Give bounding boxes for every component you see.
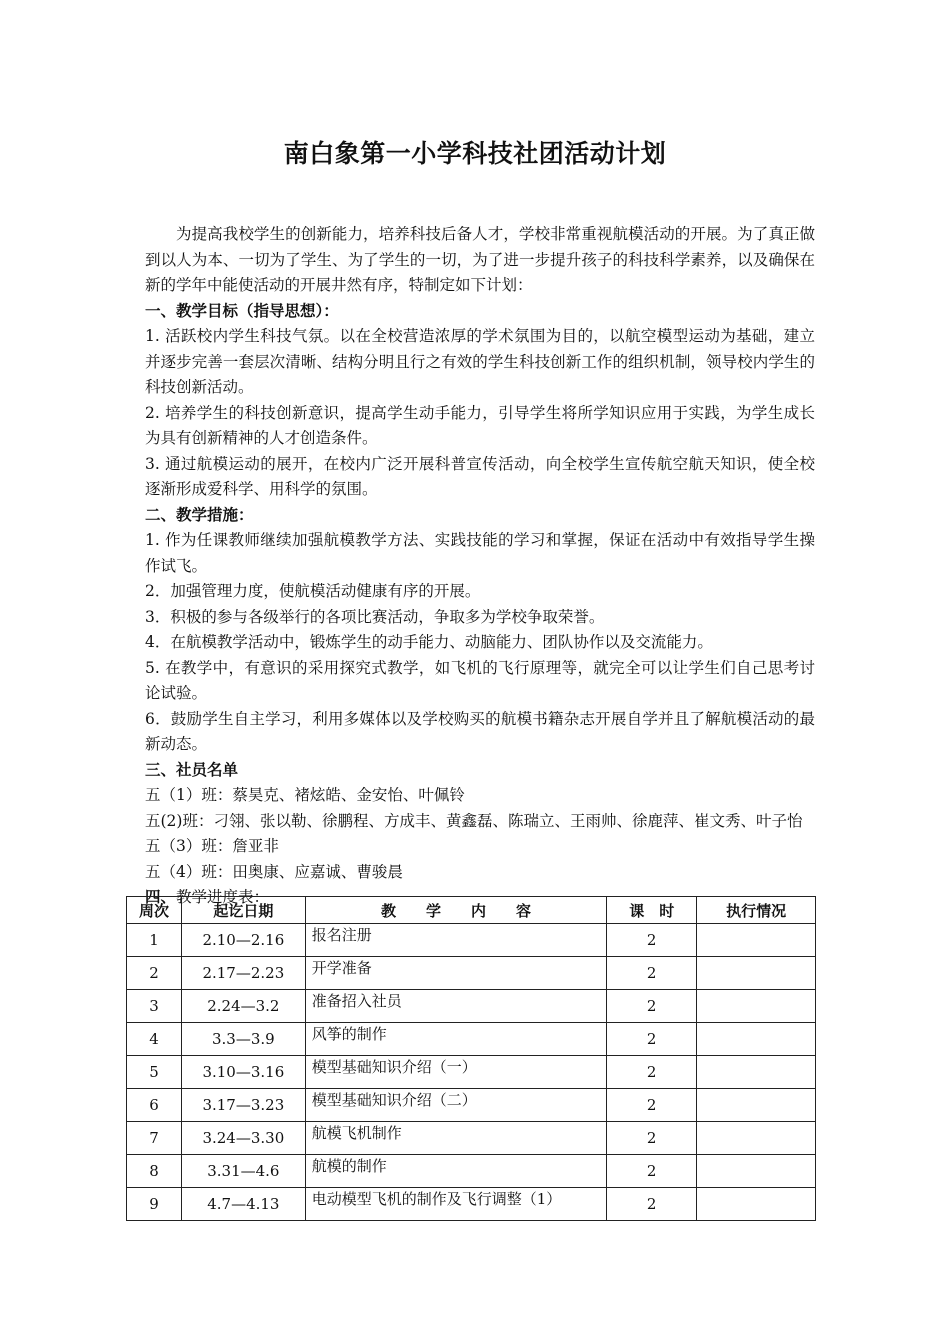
cell-status [697,1023,816,1056]
table-row [127,1056,816,1089]
cell-status [697,990,816,1023]
table-row [127,1188,816,1221]
cell-hours: 2 [607,1188,697,1221]
section1-item: 1. 活跃校内学生科技气氛。以在全校营造浓厚的学术氛围为目的，以航空模型运动为基础，建立并逐步完善一套层次清晰、结构分明且行之有效的学生科技创新工作的组织机制，领导校内学生的科技创新活动。 [145,327,815,396]
cell-week: 5 [127,1056,182,1089]
cell-status [697,1122,816,1155]
cell-week: 7 [127,1122,182,1155]
cell-content: 风筝的制作 [305,1023,606,1056]
section2-heading: 二、教学措施： [145,505,254,524]
header-dates: 起讫日期 [181,897,305,924]
section1-item: 2. 培养学生的科技创新意识，提高学生动手能力，引导学生将所学知识应用于实践，为学生成长为具有创新精神的人才创造条件。 [145,403,815,447]
cell-content: 报名注册 [305,924,606,957]
cell-hours: 2 [607,1089,697,1122]
cell-week: 9 [127,1188,182,1221]
member-list-item: 五(2)班：刁翎、张以勒、徐鹏程、方成丰、黄鑫磊、陈瑞立、王雨帅、徐鹿萍、崔文秀、叶子怡 [145,811,803,830]
section3-heading: 三、社员名单 [145,760,239,779]
cell-week: 4 [127,1023,182,1056]
cell-hours: 2 [607,957,697,990]
section1-item: 3. 通过航模运动的展开，在校内广泛开展科普宣传活动，向全校学生宣传航空航天知识，使全校逐渐形成爱科学、用科学的氛围。 [145,454,815,498]
cell-status [697,1155,816,1188]
cell-week: 2 [127,957,182,990]
cell-content: 电动模型飞机的制作及飞行调整（1） [305,1188,606,1221]
cell-hours: 2 [607,1056,697,1089]
cell-week: 6 [127,1089,182,1122]
section2-item: 6．鼓励学生自主学习，利用多媒体以及学校购买的航模书籍杂志开展自学并且了解航模活动的最新动态。 [145,709,815,753]
cell-status [697,1089,816,1122]
cell-dates: 3.24—3.30 [181,1122,305,1155]
cell-dates: 2.10—2.16 [181,924,305,957]
cell-content: 模型基础知识介绍（二） [305,1089,606,1122]
member-list-item: 五（1）班：蔡昊克、褚炫皓、金安怡、叶佩铃 [145,786,465,804]
section2-item: 5. 在教学中，有意识的采用探究式教学，如飞机的飞行原理等，就完全可以让学生们自己思考讨论试验。 [145,658,815,702]
table-row [127,1155,816,1188]
table-row [127,924,816,957]
cell-content: 航模的制作 [305,1155,606,1188]
cell-hours: 2 [607,990,697,1023]
section2-item: 3．积极的参与各级举行的各项比赛活动，争取多为学校争取荣誉。 [145,607,605,626]
schedule-table [126,896,816,1221]
cell-week: 1 [127,924,182,957]
section2-item: 1. 作为任课教师继续加强航模教学方法、实践技能的学习和掌握，保证在活动中有效指导学生操作试飞。 [145,531,815,575]
section4-heading-text: 教学进度表： [176,888,270,906]
cell-week: 8 [127,1155,182,1188]
cell-status [697,957,816,990]
table-row [127,990,816,1023]
table-header-row [127,897,816,924]
cell-status [697,1056,816,1089]
cell-content: 航模飞机制作 [305,1122,606,1155]
cell-dates: 3.31—4.6 [181,1155,305,1188]
section1-heading: 一、教学目标（指导思想）： [145,301,339,320]
cell-dates: 3.10—3.16 [181,1056,305,1089]
cell-content: 准备招入社员 [305,990,606,1023]
cell-dates: 3.3—3.9 [181,1023,305,1056]
member-list-item: 五（4）班：田奥康、应嘉诚、曹骏晨 [145,862,403,881]
cell-week: 3 [127,990,182,1023]
section2-item: 2．加强管理力度，使航模活动健康有序的开展。 [145,582,481,600]
cell-content: 开学准备 [305,957,606,990]
table-row [127,1089,816,1122]
cell-content: 模型基础知识介绍（一） [305,1056,606,1089]
header-week: 周次 [127,897,182,924]
cell-status [697,924,816,957]
header-hours: 课 时 [607,897,697,924]
header-content: 教 学 内 容 [305,897,606,924]
cell-dates: 2.24—3.2 [181,990,305,1023]
cell-dates: 3.17—3.23 [181,1089,305,1122]
cell-hours: 2 [607,1023,697,1056]
cell-hours: 2 [607,1122,697,1155]
cell-status [697,1188,816,1221]
intro-paragraph: 为提高我校学生的创新能力，培养科技后备人才，学校非常重视航模活动的开展。为了真正做到以人为本、一切为了学生、为了学生的一切，为了进一步提升孩子的科技科学素养，以及确保在新的学年中能使活动的开展井然有序，特制定如下计划： [145,225,815,294]
document-title: 南白象第一小学科技社团活动计划 [283,139,667,168]
section2-item: 4．在航模教学活动中，锻炼学生的动手能力、动脑能力、团队协作以及交流能力。 [145,633,713,651]
header-status: 执行情况 [697,897,816,924]
cell-dates: 2.17—2.23 [181,957,305,990]
table-row [127,1023,816,1056]
cell-dates: 4.7—4.13 [181,1188,305,1221]
section4-heading-number: 四、 [145,888,177,906]
cell-hours: 2 [607,1155,697,1188]
cell-hours: 2 [607,924,697,957]
member-list-item: 五（3）班：詹亚非 [145,837,279,855]
table-row [127,957,816,990]
table-row [127,1122,816,1155]
document-body [145,222,815,911]
